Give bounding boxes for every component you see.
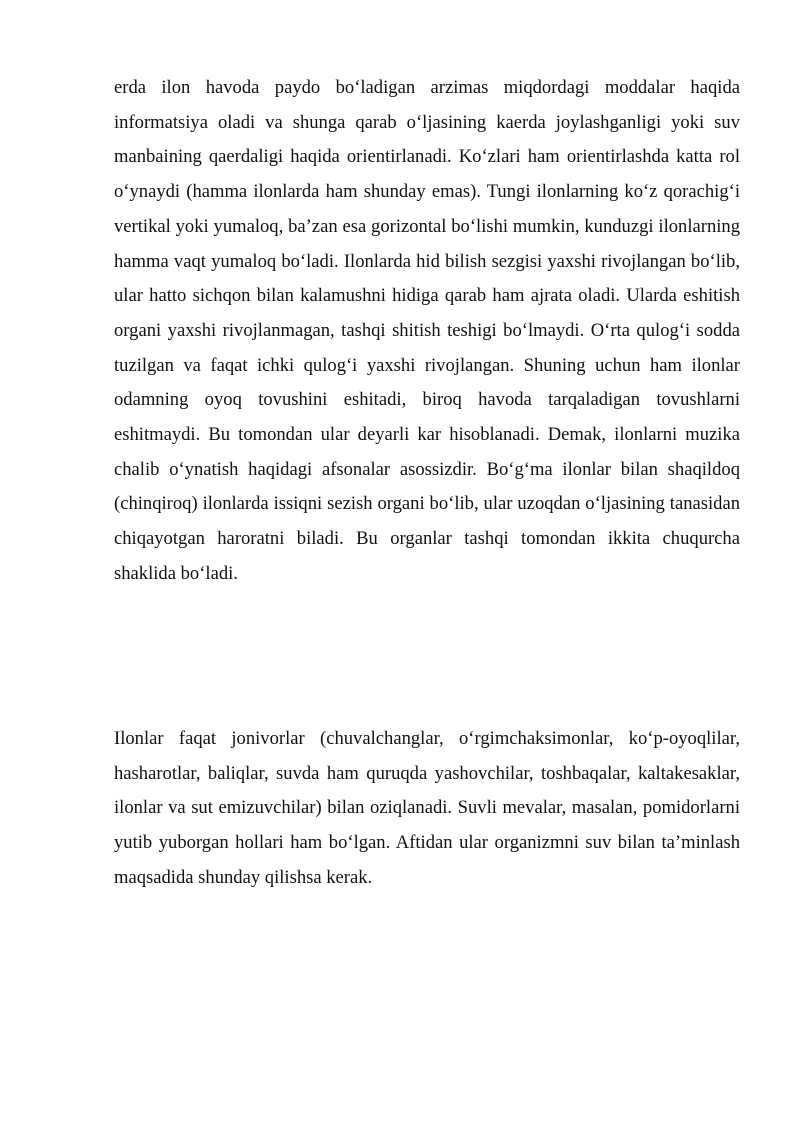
paragraph-1: erda ilon havoda paydo bo‘ladigan arzimas miqdordagi moddalar haqida informatsiya oladi va shunga qarab o‘ljasining kaerda joylashganligi yoki suv manbaining qaerdaligi haqida orientirlanadi. Ko‘zlari ham orientirlashda katta rol o‘ynaydi (hamma ilonlarda ham shunday emas). Tungi ilonlarning ko‘z qorachig‘i vertikal yoki yumaloq, ba’zan esa gorizontal bo‘lishi mumkin, kunduzgi ilonlarning hamma vaqt yumaloq bo‘ladi. Ilonlarda hid bilish sezgisi yaxshi rivojlangan bo‘lib, ular hatto sichqon bilan kalamushni hidiga qarab ham ajrata oladi. Ularda eshitish organi yaxshi rivojlanmagan, tashqi shitish teshigi bo‘lmaydi. O‘rta qulog‘i sodda tuzilgan va faqat ichki qulog‘i yaxshi rivojlangan. Shuning uchun ham ilonlar odamning oyoq tovushini eshitadi, biroq havoda tarqaladigan tovushlarni eshitmaydi. Bu tomondan ular deyarli kar hisoblanadi. Demak, ilonlarni muzika chalib o‘ynatish haqidagi afsonalar asossizdir. Bo‘g‘ma ilonlar bilan shaqildoq (chinqiroq) ilonlarda issiqni sezish organi bo‘lib, ular uzoqdan o‘ljasining tanasidan chiqayotgan haroratni biladi. Bu organlar tashqi tomondan ikkita chuqurcha shaklida bo‘ladi. — [114, 77, 740, 584]
paragraph-1-block — [114, 71, 740, 592]
paragraph-2-block — [114, 722, 740, 896]
paragraph-2: Ilonlar faqat jonivorlar (chuvalchanglar, o‘rgimchaksimonlar, ko‘p-oyoqlilar, hasharotlar, baliqlar, suvda ham quruqda yashovchilar, toshbaqalar, kaltakesaklar, ilonlar va sut emizuvchilar) bilan oziqlanadi. Suvli mevalar, masalan, pomidorlarni yutib yuborgan hollari ham bo‘lgan. Aftidan ular organizmni suv bilan ta’minlash maqsadida shunday qilishsa kerak. — [114, 728, 740, 888]
